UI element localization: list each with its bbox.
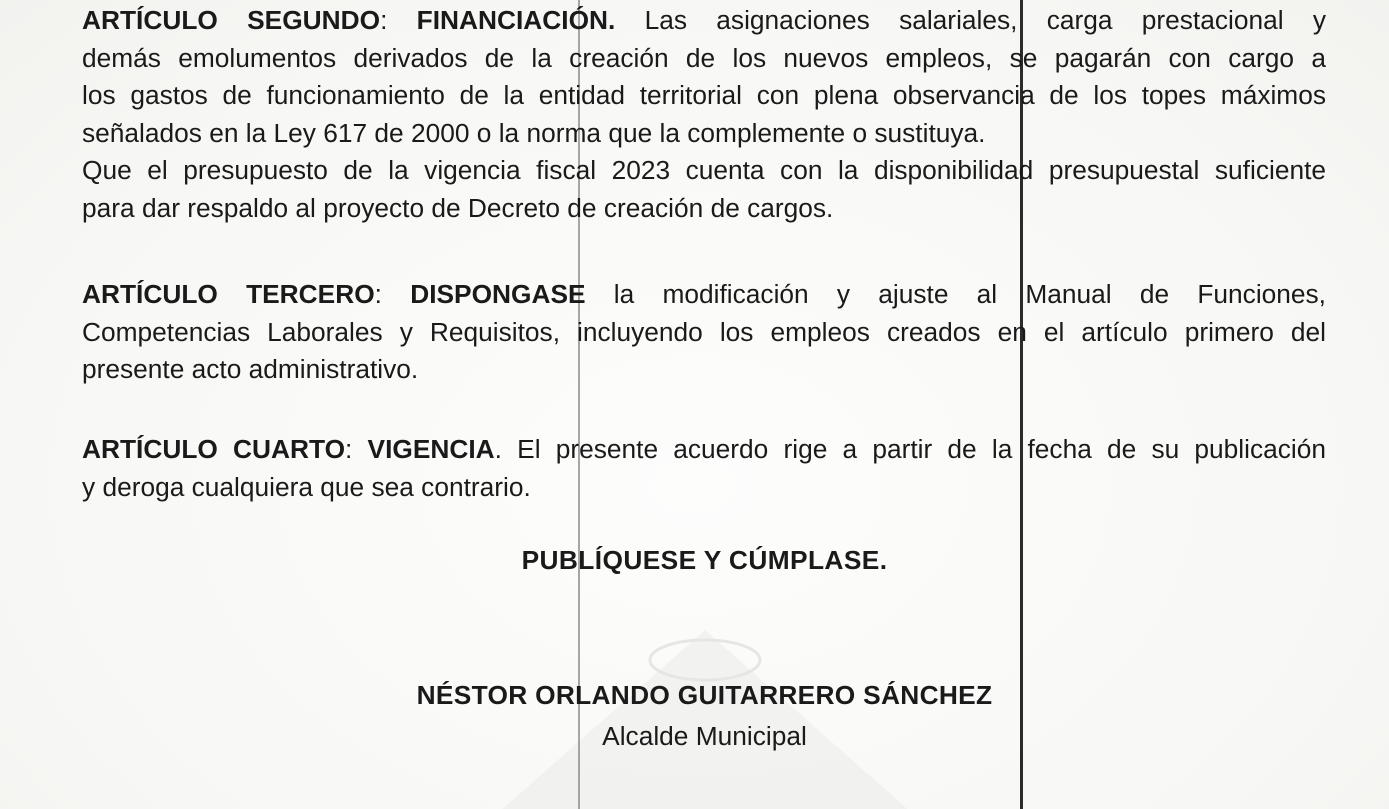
article-third-line-2: Competencias Laborales y Requisitos, incluyendo los empleos creados en el artículo primero del bbox=[82, 316, 1326, 347]
article-second-line-3: los gastos de funcionamiento de la entidad territorial con plena observancia de los topes máximos bbox=[82, 80, 1326, 111]
article-third-line-3: presente acto administrativo. bbox=[82, 354, 419, 385]
budget-line-1: Que el presupuesto de la vigencia fiscal 2023 cuenta con la disponibilidad presupuestal suficiente bbox=[82, 155, 1326, 186]
budget-line-2: para dar respaldo al proyecto de Decreto de creación de cargos. bbox=[82, 192, 834, 223]
closing-formula: PUBLÍQUESE Y CÚMPLASE. bbox=[521, 545, 888, 575]
article-fourth-separator: : bbox=[345, 434, 368, 464]
article-second-line-4: señalados en la Ley 617 de 2000 o la norma que la complemente o sustituya. bbox=[82, 117, 986, 148]
article-second-separator: : bbox=[380, 5, 417, 35]
article-fourth-heading: ARTÍCULO CUARTO bbox=[82, 434, 346, 464]
article-third-separator: : bbox=[374, 279, 411, 309]
article-third-paragraph bbox=[82, 276, 1326, 389]
article-fourth-paragraph bbox=[82, 431, 1326, 506]
article-fourth-line-1: . El presente acuerdo rige a partir de la fecha de su publicación bbox=[494, 434, 1326, 464]
article-fourth-line-2: y deroga cualquiera que sea contrario. bbox=[82, 471, 531, 502]
signer-role: Alcalde Municipal bbox=[602, 721, 807, 751]
article-second-line-2: demás emolumentos derivados de la creación de los nuevos empleos, se pagarán con cargo a bbox=[82, 42, 1326, 73]
article-third-title: DISPONGASE bbox=[410, 279, 586, 309]
article-second-line-1: Las asignaciones salariales, carga prestacional y bbox=[615, 5, 1326, 35]
signer-name: NÉSTOR ORLANDO GUITARRERO SÁNCHEZ bbox=[416, 680, 993, 710]
article-third-line-1: la modificación y ajuste al Manual de Funciones, bbox=[585, 279, 1326, 309]
article-fourth-title: VIGENCIA bbox=[367, 434, 495, 464]
article-second-heading: ARTÍCULO SEGUNDO bbox=[82, 5, 381, 35]
article-third-heading: ARTÍCULO TERCERO bbox=[82, 279, 375, 309]
article-second-title: FINANCIACIÓN. bbox=[416, 5, 616, 35]
article-second-paragraph bbox=[82, 2, 1326, 228]
